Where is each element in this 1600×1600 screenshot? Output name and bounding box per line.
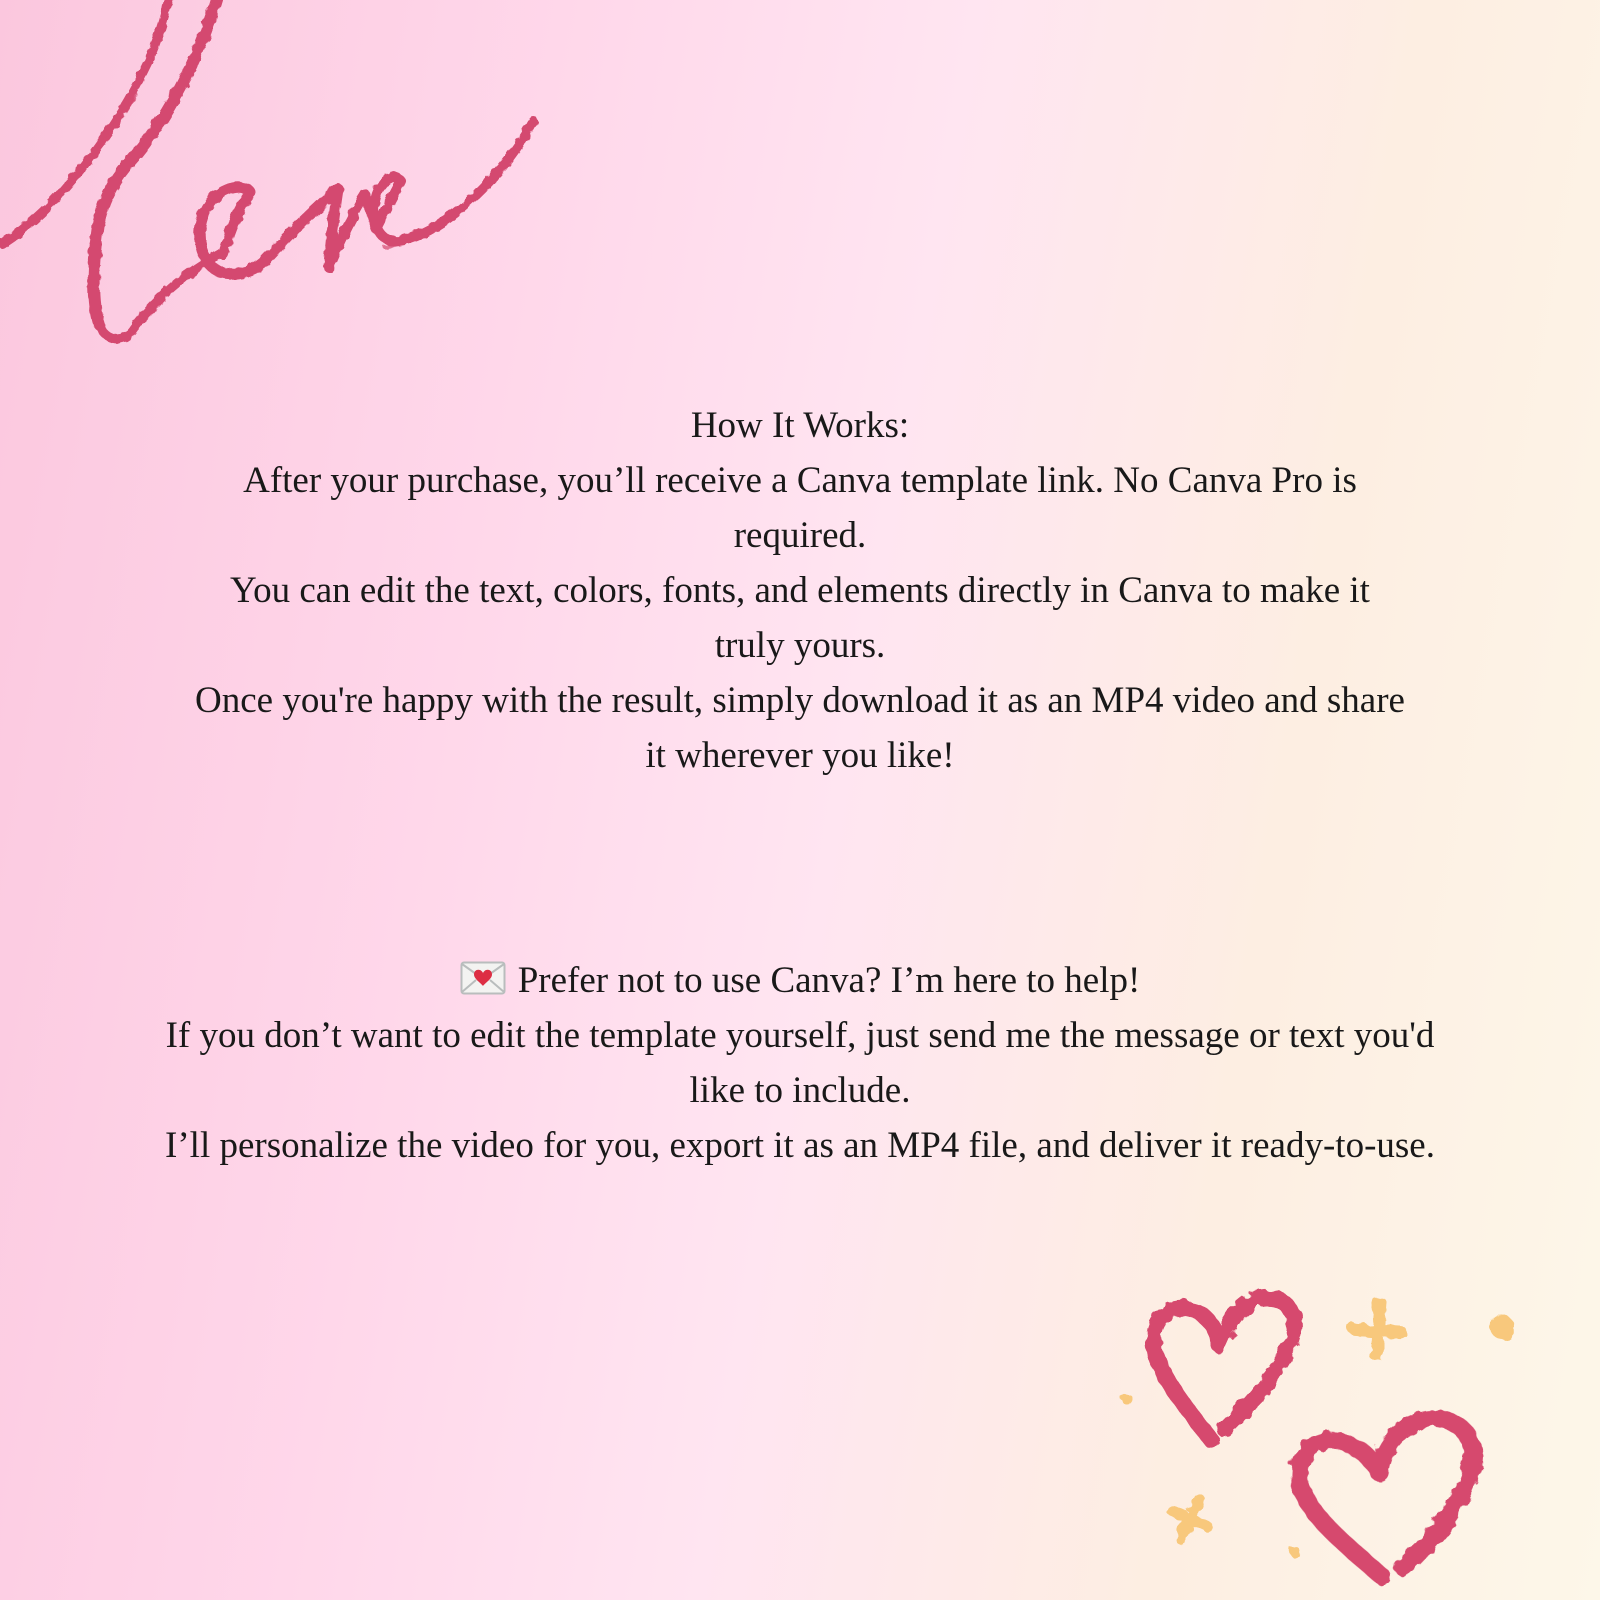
- love-script: [2, 0, 533, 339]
- love-script-swash-echo: [385, 197, 476, 247]
- sparkle-blob-icon: [1490, 1315, 1514, 1339]
- help-title-line: [0, 953, 1600, 1008]
- how-it-works-line: required.: [733, 515, 867, 556]
- love-letter-emoji-icon: [460, 960, 506, 996]
- heart-doodle-1: [1137, 1279, 1299, 1452]
- love-script-e-swash: [365, 121, 533, 241]
- love-script-l-downstroke: [94, 0, 218, 324]
- sparkle-plus-icon: [1353, 1301, 1403, 1356]
- help-line: If you don’t want to edit the template yourself, just send me the message or text you'd: [165, 1015, 1435, 1056]
- sparkle-dot-icon: [1122, 1394, 1133, 1405]
- help-line: I’ll personalize the video for you, export it as an MP4 file, and deliver it ready-to-use.: [165, 1125, 1435, 1166]
- love-script-o: [200, 187, 286, 274]
- help-section: [0, 953, 1600, 1173]
- how-it-works-section: [0, 398, 1600, 783]
- how-it-works-line: truly yours.: [714, 625, 886, 666]
- love-script-l-curl: [99, 251, 225, 339]
- love-script-v: [286, 189, 365, 267]
- how-it-works-title: How It Works:: [690, 405, 910, 446]
- love-script-l-upstroke-echo: [10, 94, 136, 240]
- help-title: Prefer not to use Canva? I’m here to help!: [517, 960, 1141, 1001]
- heart-doodles: [1137, 1279, 1480, 1582]
- sparkles: [1122, 1301, 1515, 1560]
- how-it-works-line: Once you're happy with the result, simply download it as an MP4 video and share: [195, 680, 1405, 721]
- how-it-works-line: After your purchase, you’ll receive a Canva template link. No Canva Pro is: [243, 460, 1357, 501]
- heart-doodle-2: [1296, 1416, 1481, 1581]
- sparkle-teardrop-icon: [1288, 1544, 1302, 1561]
- how-it-works-line: it wherever you like!: [645, 735, 955, 776]
- help-line: like to include.: [689, 1070, 911, 1111]
- love-script-l-upstroke: [2, 0, 170, 244]
- how-it-works-line: You can edit the text, colors, fonts, and elements directly in Canva to make it: [230, 570, 1370, 611]
- sparkle-plus2-icon: [1164, 1491, 1217, 1547]
